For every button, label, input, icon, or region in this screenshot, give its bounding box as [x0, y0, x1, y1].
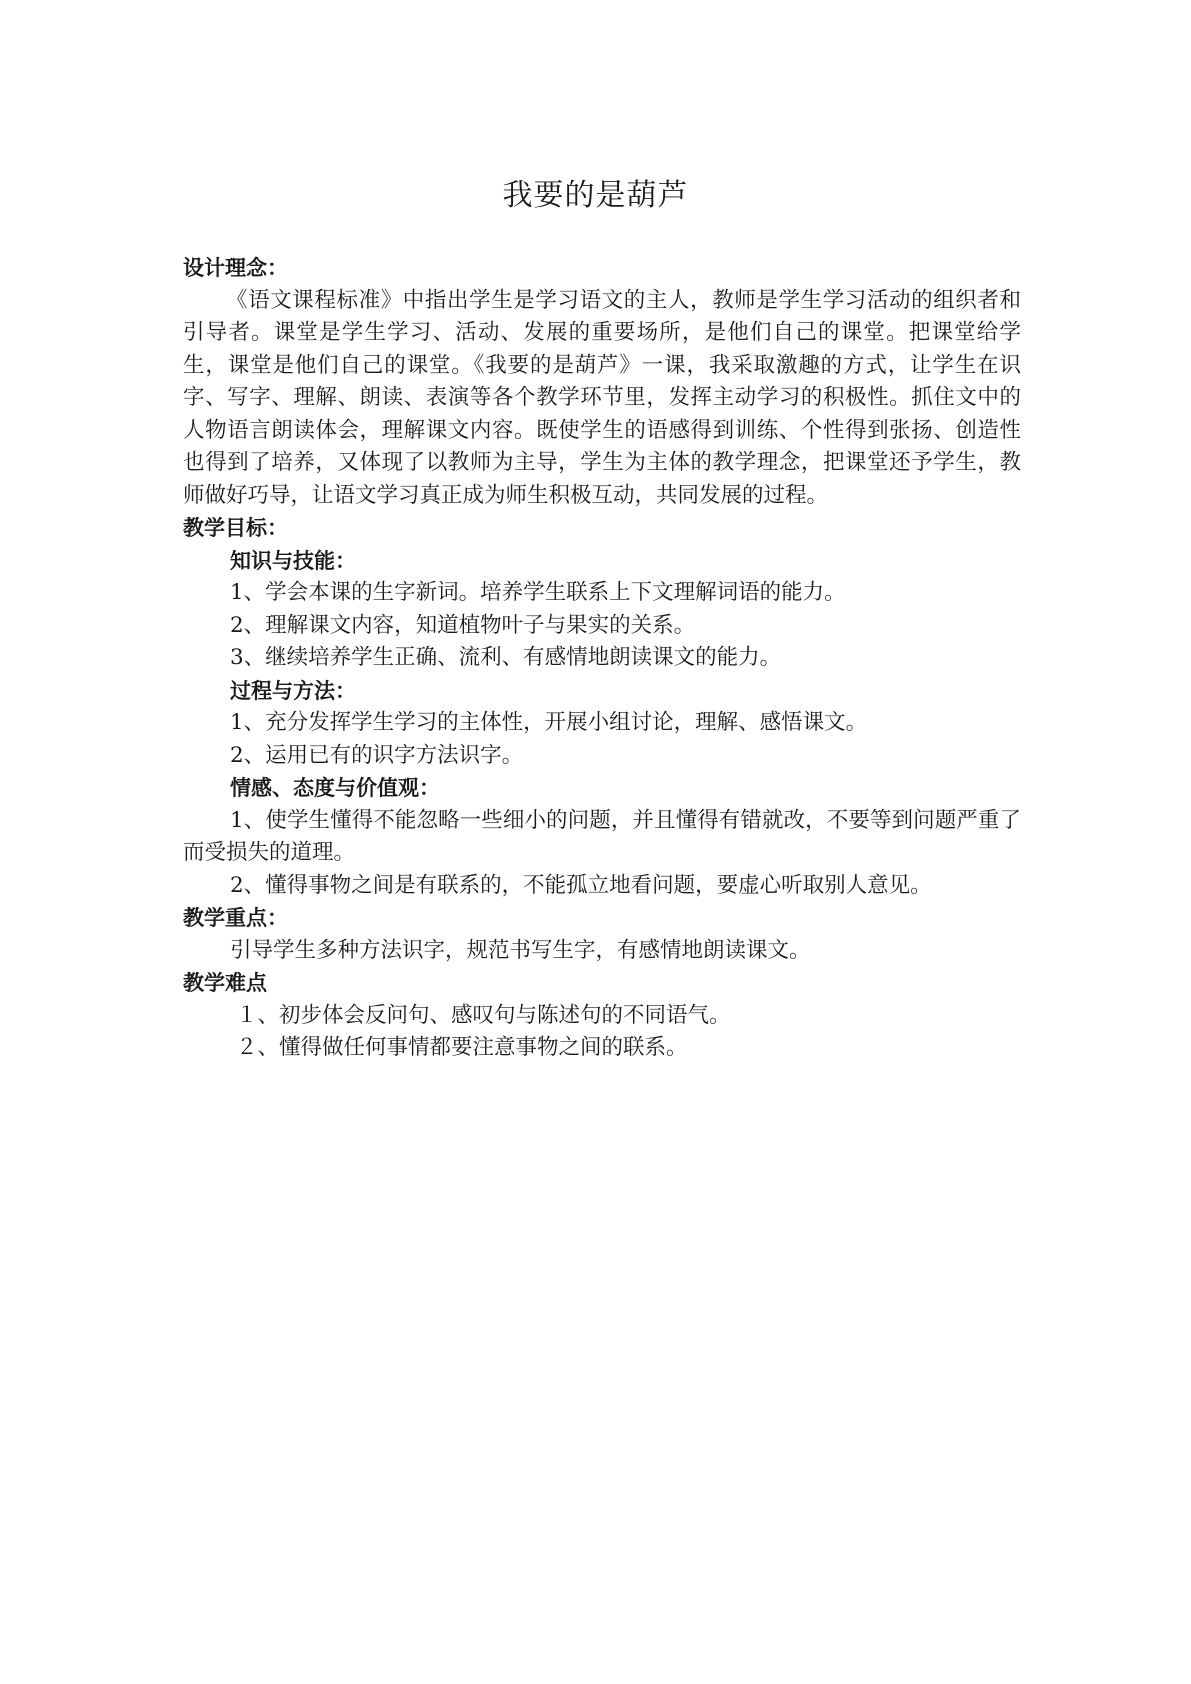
knowledge-item-2: 2、理解课文内容，知道植物叶子与果实的关系。: [230, 612, 696, 638]
process-item-1: 1、充分发挥学生学习的主体性，开展小组讨论，理解、感悟课文。: [230, 710, 868, 735]
goals-heading: 教学目标：: [183, 516, 288, 540]
process-heading: 过程与方法：: [230, 678, 356, 703]
key-points-text: 引导学生多种方法识字，规范书写生字，有感情地朗读课文。: [230, 937, 811, 963]
difficulties-heading: 教学难点: [183, 971, 267, 995]
key-points-heading: 教学重点：: [183, 906, 288, 930]
emotion-item-1: 1、使学生懂得不能忽略一些细小的问题，并且懂得有错就改，不要等到问题严重了而受损失的道理。: [183, 807, 1021, 865]
knowledge-item-1: 1、学会本课的生字新词。培养学生联系上下文理解词语的能力。: [230, 580, 846, 605]
difficulties-item-1: １、初步体会反问句、感叹句与陈述句的不同语气。: [236, 1002, 731, 1028]
design-heading: 设计理念：: [183, 256, 288, 280]
process-item-2: 2、运用已有的识字方法识字。: [230, 742, 524, 768]
emotion-item-2: 2、懂得事物之间是有联系的，不能孤立地看问题，要虚心听取别人意见。: [230, 872, 932, 898]
knowledge-item-3: 3、继续培养学生正确、流利、有感情地朗读课文的能力。: [230, 645, 782, 670]
document-body: [183, 252, 1021, 1065]
difficulties-item-2: ２、懂得做任何事情都要注意事物之间的联系。: [236, 1035, 688, 1060]
design-paragraph: 《语文课程标准》中指出学生是学习语文的主人，教师是学生学习活动的组织者和引导者。课堂是学生学习、活动、发展的重要场所，是他们自己的课堂。把课堂给学生，课堂是他们自己的课堂。《我要的是葫芦》一课，我采取激趣的方式，让学生在识字、写字、理解、朗读、表演等各个教学环节里，发挥主动学习的积极性。抓住文中的人物语言朗读体会，理解课文内容。既使学生的语感得到训练、个性得到张扬、创造性也得到了培养，又体现了以教师为主导，学生为主体的教学理念，把课堂还予学生，教师做好巧导，让语文学习真正成为师生积极互动，共同发展的过程。: [183, 287, 1021, 508]
knowledge-heading: 知识与技能：: [230, 548, 356, 573]
document-title: 我要的是葫芦: [502, 178, 689, 213]
emotion-heading: 情感、态度与价值观：: [230, 776, 440, 800]
